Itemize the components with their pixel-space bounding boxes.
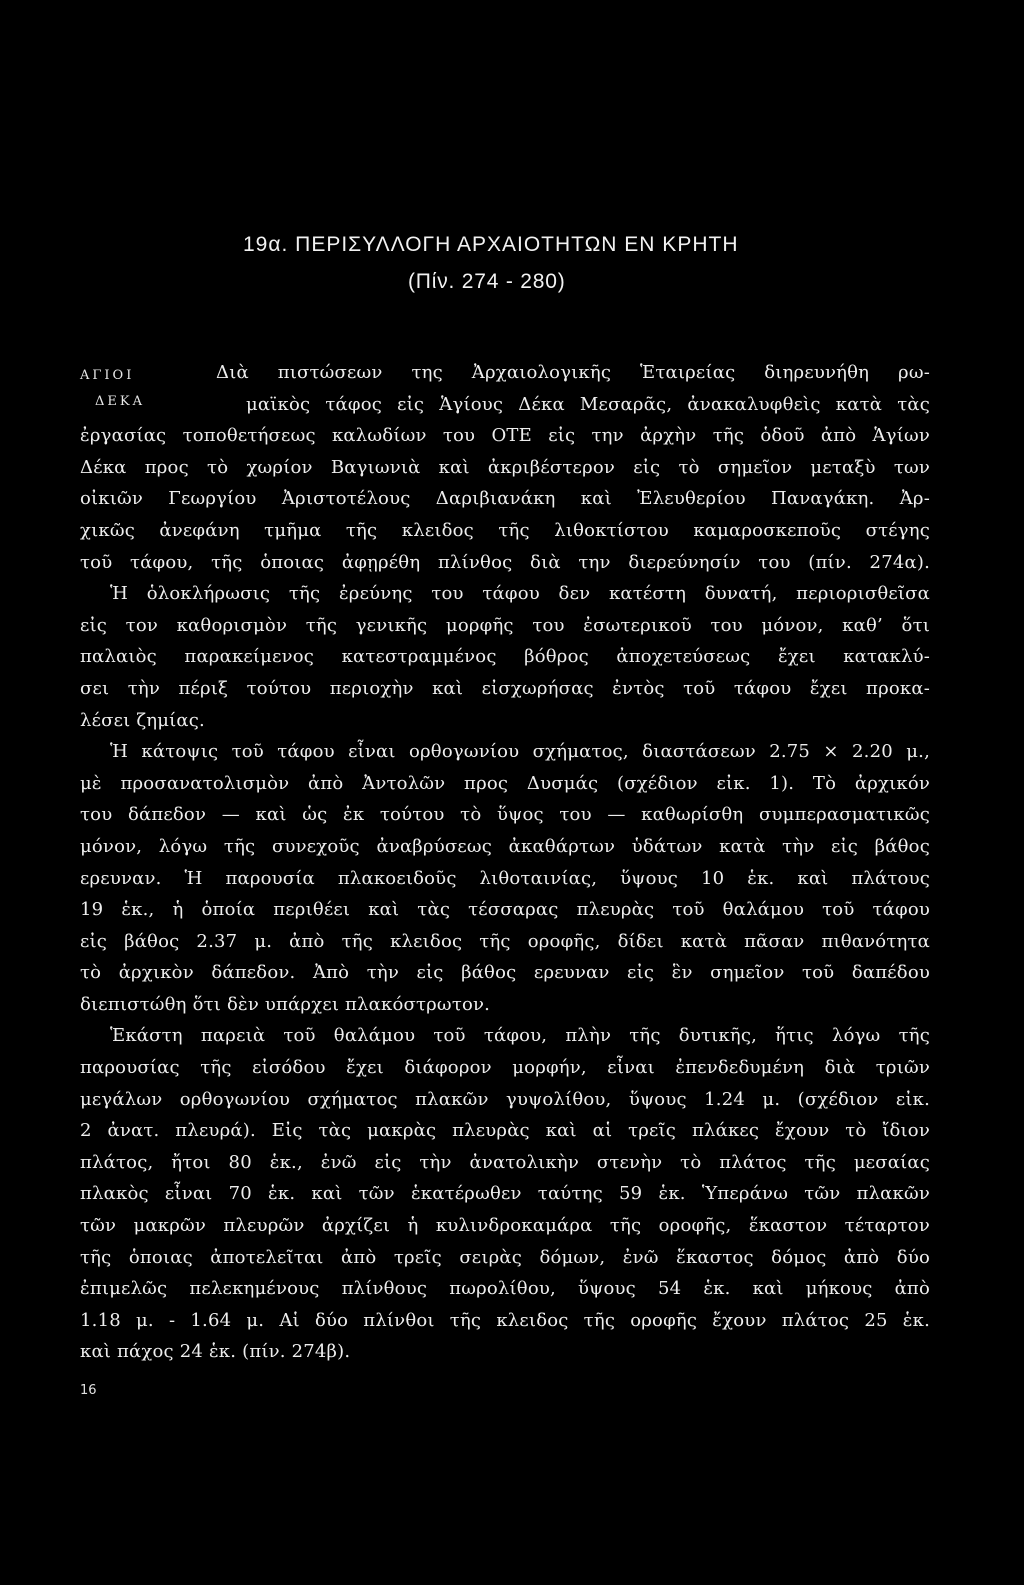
- paragraph: [80, 1020, 930, 1368]
- body-line: τὸ ἀρχικὸν δάπεδον. Ἀπὸ τὴν εἰς βάθος ερευναν εἰς ἓν σημεῖον τοῦ δαπέδου: [80, 962, 930, 984]
- body-line: μόνον, λόγω τῆς συνεχοῦς ἀναβρύσεως ἀκαθάρτων ὑδάτων κατὰ τὴν εἰς βάθος: [80, 835, 930, 857]
- body-line: Δέκα προς τὸ χωρίον Βαγιωνιὰ καὶ ἀκριβέστερον εἰς τὸ σημεῖον μεταξὺ των: [80, 456, 930, 478]
- body-line: Διὰ πιστώσεων της Ἀρχαιολογικῆς Ἑταιρείας διηρευνήθη ρω-: [216, 362, 930, 383]
- body-line: παρουσίας τῆς εἰσόδου ἔχει διάφορον μορφήν, εἶναι ἐπενδεδυμένη διὰ τριῶν: [80, 1057, 930, 1079]
- body-line: εἰς τον καθορισμὸν τῆς γενικῆς μορφῆς του ἐσωτερικοῦ του μόνον, καθ’ ὅτι: [80, 614, 930, 636]
- paragraph: [80, 357, 930, 578]
- body-line: Ἡ κάτοψις τοῦ τάφου εἶναι ορθογωνίου σχήματος, διαστάσεων 2.75 × 2.20 μ.,: [110, 741, 930, 763]
- body-line: ἐργασίας τοποθετήσεως καλωδίων του ΟΤΕ εἰς την ἀρχὴν τῆς ὁδοῦ ἀπὸ Ἁγίων: [80, 425, 930, 447]
- body-line: μαϊκὸς τάφος εἰς Ἁγίους Δέκα Μεσαρᾶς, ἀνακαλυφθεὶς κατὰ τὰς: [246, 393, 930, 415]
- body-line: οἰκιῶν Γεωργίου Ἀριστοτέλους Δαριβιανάκη καὶ Ἐλευθερίου Παναγάκη. Ἀρ-: [80, 488, 930, 510]
- body-line: χικῶς ἀνεφάνη τμῆμα τῆς κλειδος τῆς λιθοκτίστου καμαροσκεποῦς στέγης: [80, 519, 930, 541]
- body-line: Ἑκάστη παρειὰ τοῦ θαλάμου τοῦ τάφου, πλὴν τῆς δυτικῆς, ἥτις λόγω τῆς: [110, 1025, 930, 1047]
- body-line: ερευναν. Ἡ παρουσία πλακοειδοῦς λιθοταινίας, ὕψους 10 ἑκ. καὶ πλάτους: [80, 867, 930, 889]
- body-line: 19 ἑκ., ἡ ὁποία περιθέει καὶ τὰς τέσσαρας πλευρὰς τοῦ θαλάμου τοῦ τάφου: [80, 899, 930, 921]
- body-line: ἐπιμελῶς πελεκημένους πλίνθους πωρολίθου, ὕψους 54 ἑκ. καὶ μήκους ἀπὸ: [80, 1278, 930, 1300]
- plates-reference: (Πίν. 274 - 280): [408, 270, 566, 293]
- body-line: παλαιὸς παρακείμενος κατεστραμμένος βόθρος ἀποχετεύσεως ἔχει κατακλύ-: [80, 646, 930, 668]
- body-line: εἰς βάθος 2.37 μ. ἀπὸ τῆς κλειδος τῆς οροφῆς, δίδει κατὰ πᾶσαν πιθανότητα: [80, 930, 930, 952]
- body-line: πλακὸς εἶναι 70 ἑκ. καὶ τῶν ἑκατέρωθεν ταύτης 59 ἑκ. Ὑπεράνω τῶν πλακῶν: [80, 1183, 930, 1205]
- body-text: [80, 357, 930, 1368]
- body-line: πλάτος, ἤτοι 80 ἑκ., ἐνῶ εἰς τὴν ἀνατολικὴν στενὴν τὸ πλάτος τῆς μεσαίας: [80, 1151, 930, 1173]
- margin-note-line: ΑΓΙΟΙ: [80, 368, 135, 383]
- body-line: τῆς ὁποιας ἀποτελεῖται ἀπὸ τρεῖς σειρὰς δόμων, ἐνῶ ἕκαστος δόμος ἀπὸ δύο: [80, 1246, 930, 1268]
- body-line: μεγάλων ορθογωνίου σχήματος πλακῶν γυψολίθου, ὕψους 1.24 μ. (σχέδιον εἰκ.: [80, 1088, 930, 1110]
- body-line: του δάπεδον — καὶ ὡς ἐκ τούτου τὸ ὕψος του — καθωρίσθη συμπερασματικῶς: [80, 804, 930, 826]
- body-line: Ἡ ὁλοκλήρωσις τῆς ἐρεύνης του τάφου δεν κατέστη δυνατή, περιορισθεῖσα: [110, 583, 930, 605]
- margin-note-line: ΔΕΚΑ: [95, 394, 145, 409]
- paragraph: [80, 736, 930, 1020]
- body-line: διεπιστώθη ὅτι δὲν υπάρχει πλακόστρωτον.: [80, 993, 491, 1015]
- page-number: 16: [80, 1383, 97, 1398]
- section-title: 19α. ΠΕΡΙΣΥΛΛΟΓΗ ΑΡΧΑΙΟΤΗΤΩΝ ΕΝ ΚΡΗΤΗ: [243, 233, 739, 256]
- body-line: 1.18 μ. - 1.64 μ. Αἱ δύο πλίνθοι τῆς κλειδος τῆς οροφῆς ἔχουν πλάτος 25 ἑκ.: [80, 1309, 930, 1331]
- body-line: μὲ προσανατολισμὸν ἀπὸ Ἀντολῶν προς Δυσμάς (σχέδιον εἰκ. 1). Τὸ ἀρχικόν: [80, 772, 930, 794]
- body-line: τῶν μακρῶν πλευρῶν ἀρχίζει ἡ κυλινδροκαμάρα τῆς οροφῆς, ἕκαστον τέταρτον: [80, 1215, 930, 1237]
- body-line: 2 ἀνατ. πλευρά). Εἰς τὰς μακρὰς πλευρὰς καὶ αἱ τρεῖς πλάκες ἔχουν τὸ ἴδιον: [80, 1120, 930, 1142]
- body-line: τοῦ τάφου, τῆς ὁποιας ἀφῃρέθη πλίνθος διὰ την διερεύνησίν του (πίν. 274α).: [80, 551, 930, 573]
- body-line: καὶ πάχος 24 ἑκ. (πίν. 274β).: [80, 1341, 351, 1363]
- body-line: λέσει ζημίας.: [80, 709, 205, 731]
- body-line: σει τὴν πέριξ τούτου περιοχὴν καὶ εἰσχωρήσας ἐντὸς τοῦ τάφου ἔχει προκα-: [80, 677, 930, 699]
- paragraph: [80, 578, 930, 736]
